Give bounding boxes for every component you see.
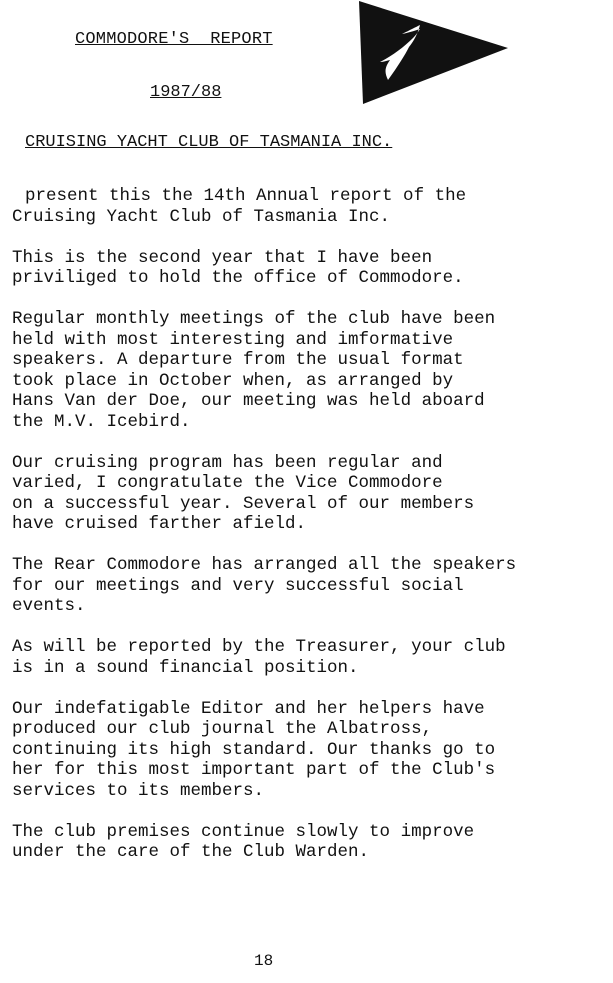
paragraph-second-year: This is the second year that I have been priviliged to hold the office of Commodore. (12, 247, 464, 288)
paragraph-cruising-program: Our cruising program has been regular and varied, I congratulate the Vice Commodore on a successful year. Several of our members have cruised farther afield. (12, 452, 475, 534)
paragraph-rear-commodore: The Rear Commodore has arranged all the speakers for our meetings and very successful social events. (12, 555, 517, 616)
report-year: 1987/88 (150, 83, 222, 102)
report-body (12, 186, 610, 883)
club-name-heading: CRUISING YACHT CLUB OF TASMANIA INC. (25, 133, 393, 152)
paragraph-finances: As will be reported by the Treasurer, your club is in a sound financial position. (12, 637, 506, 678)
albatross-pennant-icon (358, 0, 510, 106)
paragraph-opening: present this the 14th Annual report of the Cruising Yacht Club of Tasmania Inc. (12, 186, 467, 227)
paragraph-editor: Our indefatigable Editor and her helpers have produced our club journal the Albatross, continuing its high standard. Our thanks go to her for this most important part of the Club's services to its members. (12, 698, 496, 801)
paragraph-premises: The club premises continue slowly to improve under the care of the Club Warden. (12, 821, 475, 862)
page-number: 18 (254, 952, 274, 970)
paragraph-meetings: Regular monthly meetings of the club have been held with most interesting and imformative speakers. A departure from the usual format took place in October when, as arranged by Hans Van der Doe, our meeting was held aboard the M.V. Icebird. (12, 309, 496, 432)
report-title: COMMODORE'S REPORT (75, 30, 273, 49)
pennant-flag-shape (359, 1, 508, 104)
